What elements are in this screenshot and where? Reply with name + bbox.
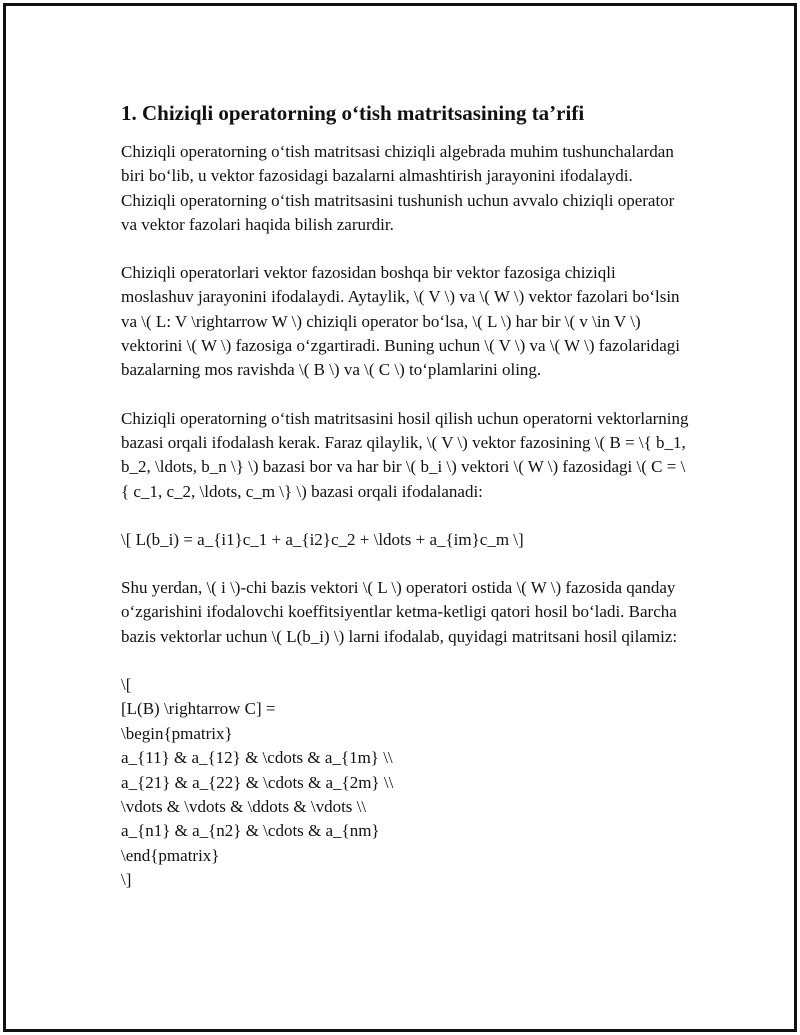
document-content [121, 99, 691, 893]
paragraph-3: Chiziqli operatorning o‘tish matritsasini hosil qilish uchun operatorni vektorlarning bazasi orqali ifodalash kerak. Faraz qilaylik, \( V \) vektor fazosining \( B = \{ b_1, b_2, \ldots, b_n \} \) bazasi bor va har bir \( b_i \) vektori \( W \) fazosidagi \( C = \{ c_1, c_2, \ldots, c_m \} \) bazasi orqali ifodalanadi: [121, 408, 689, 501]
matrix-line: \[ [121, 675, 132, 695]
matrix-line: [L(B) \rightarrow C] = [121, 699, 276, 719]
matrix-line: a_{21} & a_{22} & \cdots & a_{2m} \\ [121, 772, 394, 792]
matrix-line: a_{n1} & a_{n2} & \cdots & a_{nm} [121, 821, 380, 841]
paragraph-4: Shu yerdan, \( i \)-chi bazis vektori \( L \) operatori ostida \( W \) fazosida qanday o‘zgarishini ifodalovchi koeffitsiyentlar ketma-ketligi qatori hosil bo‘ladi. Barcha bazis vektorlar uchun \( L(b_i) \) larni ifodalab, quyidagi matritsani hosil qilamiz: [121, 578, 678, 646]
page-frame [3, 3, 797, 1032]
matrix-line: \begin{pmatrix} [121, 723, 233, 743]
matrix-line: \] [121, 870, 132, 890]
paragraph-2: Chiziqli operatorlari vektor fazosidan boshqa bir vektor fazosiga chiziqli moslashuv jarayonini ifodalaydi. Aytaylik, \( V \) va \( W \) vektor fazolari bo‘lsin va \( L: V \rightarrow W \) chiziqli operator bo‘lsa, \( L \) har bir \( v \in V \) vektorini \( W \) fazosiga o‘zgartiradi. Buning uchun \( V \) va \( W \) fazolaridagi bazalarning mos ravishda \( B \) va \( C \) to‘plamlarini oling. [121, 263, 680, 380]
matrix-line: \end{pmatrix} [121, 845, 220, 865]
matrix-line: a_{11} & a_{12} & \cdots & a_{1m} \\ [121, 748, 393, 768]
display-formula: \[ L(b_i) = a_{i1}c_1 + a_{i2}c_2 + \ldots + a_{im}c_m \] [121, 529, 524, 549]
section-title: 1. Chiziqli operatorning o‘tish matritsasining ta’rifi [121, 101, 585, 125]
matrix-line: \vdots & \vdots & \ddots & \vdots \\ [121, 797, 367, 817]
paragraph-1: Chiziqli operatorning o‘tish matritsasi chiziqli algebrada muhim tushunchalardan biri bo‘lib, u vektor fazosidagi bazalarni almashtirish jarayonini ifodalaydi. Chiziqli operatorning o‘tish matritsasini tushunish uchun avvalo chiziqli operator va vektor fazolari haqida bilish zarurdir. [121, 142, 675, 234]
matrix-latex-block [121, 673, 691, 893]
